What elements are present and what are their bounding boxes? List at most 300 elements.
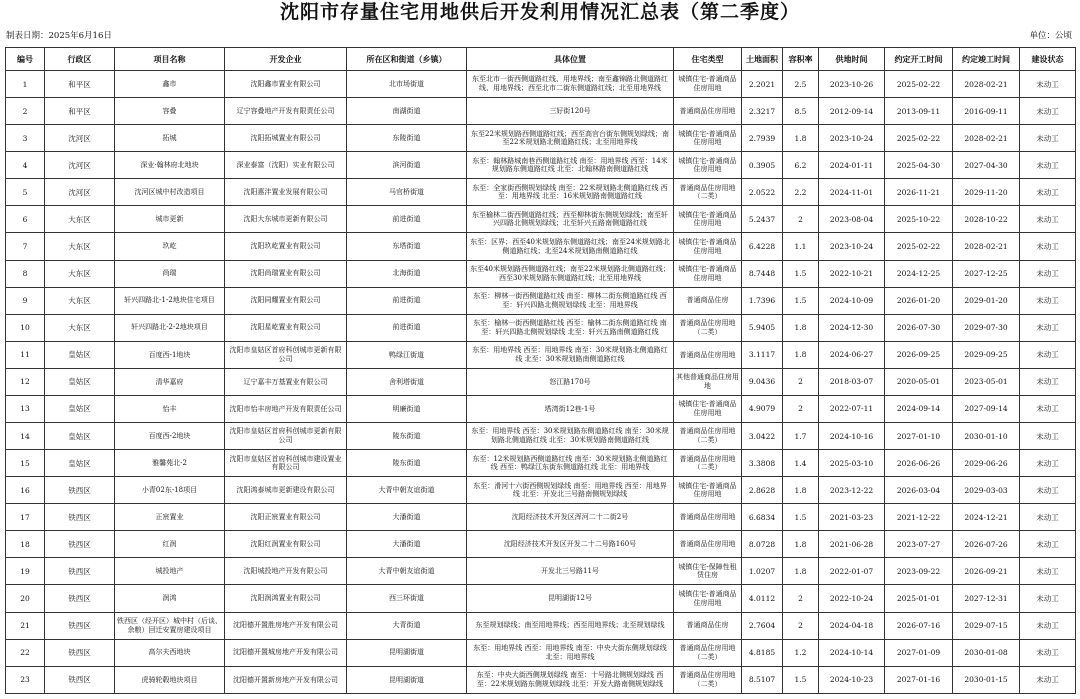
cell-far: 1.7 (783, 423, 819, 450)
cell-supply-date: 2024-12-30 (819, 314, 885, 341)
cell-no: 11 (6, 341, 45, 368)
cell-location: 东至：翰林路城南巷西侧道路红线 南至：用地界线 西至：14米规划路东侧道路红线 北至：北翰林路南侧道路红线 (467, 152, 674, 179)
cell-supply-date: 2012-09-14 (819, 98, 885, 125)
table-row (6, 314, 1076, 341)
cell-project-name: 清华嘉府 (115, 368, 225, 395)
cell-district: 铁西区 (45, 585, 115, 612)
cell-street: 北海街道 (347, 260, 467, 287)
cell-project-name: 城投地产 (115, 558, 225, 585)
cell-finish-date: 2029-09-25 (953, 341, 1020, 368)
cell-location: 东至：全家街西侧规划绿线 南至：22米规划路北侧道路红线 西至：用地界线 北至：16米规划路南侧道路红线 (467, 179, 674, 206)
cell-finish-date: 2029-06-26 (953, 450, 1020, 477)
cell-supply-date: 2023-10-26 (819, 71, 885, 98)
cell-far: 1.8 (783, 531, 819, 558)
cell-supply-date: 2024-10-16 (819, 423, 885, 450)
cell-housing-type: 普通商品住房用地 (674, 341, 742, 368)
cell-project-name: 玖屹 (115, 233, 225, 260)
cell-land-area: 4.0112 (742, 585, 783, 612)
cell-location: 东至规划绿线；南至用地界线；西至用地界线；北至规划绿线 (467, 612, 674, 639)
cell-supply-date: 2024-04-18 (819, 612, 885, 639)
header-row (6, 48, 1076, 71)
cell-district: 大东区 (45, 206, 115, 233)
col-header-developer: 开发企业 (225, 48, 347, 71)
cell-developer: 沈阳尚瑞置业有限公司 (225, 260, 347, 287)
cell-status: 未动工 (1020, 287, 1076, 314)
cell-project-name: 润鸿 (115, 585, 225, 612)
cell-developer: 沈阳德开置新房地产开发有限公司 (225, 666, 347, 693)
cell-project-name: 雅馨苑北-2 (115, 450, 225, 477)
cell-supply-date: 2022-10-24 (819, 585, 885, 612)
cell-far: 1.1 (783, 233, 819, 260)
cell-land-area: 9.0436 (742, 368, 783, 395)
cell-location: 东至北市一街西侧道路红线、用地界线；南至鑫锦路北侧道路红线、用地界线；西至北市二街东侧道路红线；北至用地界线 (467, 71, 674, 98)
cell-district: 铁西区 (45, 639, 115, 666)
cell-location: 东至：用地界线 西至：用地界线 南至：30米规划路北侧道路红线 北至：30米规划路南侧道路红线 (467, 341, 674, 368)
cell-district: 沈河区 (45, 152, 115, 179)
cell-street: 前进街道 (347, 206, 467, 233)
cell-housing-type: 城镇住宅-普通商品住房用地 (674, 71, 742, 98)
table-row (6, 152, 1076, 179)
cell-status: 未动工 (1020, 585, 1076, 612)
cell-housing-type: 城镇住宅-普通商品住房用地 (674, 206, 742, 233)
cell-far: 1.5 (783, 504, 819, 531)
cell-status: 未动工 (1020, 71, 1076, 98)
table-row (6, 206, 1076, 233)
cell-status: 未动工 (1020, 233, 1076, 260)
cell-start-date: 2026-03-04 (885, 477, 953, 504)
cell-housing-type: 普通商品住房 (674, 287, 742, 314)
cell-far: 1.5 (783, 260, 819, 287)
cell-street: 南湖街道 (347, 98, 467, 125)
cell-project-name: 轩兴四路北-2-2地块项目 (115, 314, 225, 341)
cell-district: 铁西区 (45, 666, 115, 693)
col-header-location: 具体位置 (467, 48, 674, 71)
cell-street: 舍利塔街道 (347, 368, 467, 395)
cell-no: 6 (6, 206, 45, 233)
cell-no: 14 (6, 423, 45, 450)
cell-land-area: 6.4228 (742, 233, 783, 260)
cell-start-date: 2027-01-16 (885, 666, 953, 693)
cell-status: 未动工 (1020, 423, 1076, 450)
table-row (6, 125, 1076, 152)
cell-land-area: 5.9405 (742, 314, 783, 341)
cell-supply-date: 2024-01-11 (819, 152, 885, 179)
table-row (6, 639, 1076, 666)
cell-status: 未动工 (1020, 395, 1076, 422)
cell-district: 皇姑区 (45, 395, 115, 422)
cell-location: 东至40米规划路西侧道路红线；南至22米规划路北侧道路红线；西至30米规划路东侧道路红线；北至用地界线 (467, 260, 674, 287)
cell-finish-date: 2029-03-03 (953, 477, 1020, 504)
cell-developer: 沈阳德开置城房地产开发有限公司 (225, 639, 347, 666)
cell-no: 17 (6, 504, 45, 531)
cell-no: 19 (6, 558, 45, 585)
cell-status: 未动工 (1020, 639, 1076, 666)
cell-housing-type: 普通商品住房用地（二类） (674, 423, 742, 450)
cell-district: 大东区 (45, 287, 115, 314)
col-header-far: 容积率 (783, 48, 819, 71)
col-header-no: 编号 (6, 48, 45, 71)
col-header-finish-date: 约定竣工时间 (953, 48, 1020, 71)
cell-street: 前进街道 (347, 287, 467, 314)
cell-far: 6.2 (783, 152, 819, 179)
cell-housing-type: 城镇住宅-普通商品住房用地 (674, 152, 742, 179)
cell-housing-type: 普通商品住房用地（二类） (674, 666, 742, 693)
cell-street: 西三环街道 (347, 585, 467, 612)
cell-land-area: 2.3217 (742, 98, 783, 125)
table-row (6, 423, 1076, 450)
cell-supply-date: 2023-10-24 (819, 233, 885, 260)
cell-status: 未动工 (1020, 612, 1076, 639)
cell-status: 未动工 (1020, 179, 1076, 206)
cell-start-date: 2026-07-16 (885, 612, 953, 639)
cell-status: 未动工 (1020, 152, 1076, 179)
cell-project-name: 轩兴四路北-1-2地块住宅项目 (115, 287, 225, 314)
cell-status: 未动工 (1020, 368, 1076, 395)
cell-project-name: 鑫市 (115, 71, 225, 98)
table-body (6, 71, 1076, 694)
cell-district: 皇姑区 (45, 450, 115, 477)
cell-location: 东至：滑河十六街西侧规划绿线 南至：用地界线 西至：用地界线 北至：开发北三号路南侧规划绿线 (467, 477, 674, 504)
cell-location: 东至榆林二街西侧道路红线；西至柳林街东侧规划绿线；南至轩兴四路北侧规划绿线；北至轩兴五路南侧道路红线 (467, 206, 674, 233)
col-header-start-date: 约定开工时间 (885, 48, 953, 71)
cell-street: 东塔街道 (347, 233, 467, 260)
cell-finish-date: 2027-04-30 (953, 152, 1020, 179)
cell-land-area: 4.9079 (742, 395, 783, 422)
cell-street: 前进街道 (347, 314, 467, 341)
cell-district: 沈河区 (45, 179, 115, 206)
col-header-land-area: 土地面积 (742, 48, 783, 71)
cell-finish-date: 2029-01-20 (953, 287, 1020, 314)
cell-project-name: 百度西-2地块 (115, 423, 225, 450)
table-row (6, 233, 1076, 260)
cell-start-date: 2026-06-26 (885, 450, 953, 477)
prepared-date: 制表日期：2025年6月16日 (6, 31, 112, 41)
cell-no: 1 (6, 71, 45, 98)
cell-location: 东至：榆林一街西侧道路红线 西至：榆林二街东侧道路红线 南至：轩兴四路北侧规划绿线 北至：轩兴五路南侧道路红线 (467, 314, 674, 341)
cell-developer: 沈阳城投地产开发有限公司 (225, 558, 347, 585)
table-row (6, 450, 1076, 477)
col-header-street: 所在区和街道（乡镇） (347, 48, 467, 71)
table-row (6, 531, 1076, 558)
col-header-supply-date: 供地时间 (819, 48, 885, 71)
cell-far: 8.5 (783, 98, 819, 125)
cell-housing-type: 城镇住宅-普通商品住房用地 (674, 233, 742, 260)
table-row (6, 666, 1076, 693)
cell-far: 2.5 (783, 71, 819, 98)
cell-start-date: 2023-09-22 (885, 558, 953, 585)
cell-location: 塔湾街12巷-1号 (467, 395, 674, 422)
cell-district: 沈河区 (45, 125, 115, 152)
cell-location: 怒江路170号 (467, 368, 674, 395)
cell-no: 21 (6, 612, 45, 639)
cell-developer: 沈阳大东城市更新有限公司 (225, 206, 347, 233)
cell-housing-type: 普通商品住房用地 (674, 531, 742, 558)
cell-status: 未动工 (1020, 558, 1076, 585)
cell-status: 未动工 (1020, 206, 1076, 233)
table-row (6, 287, 1076, 314)
cell-street: 大潘街道 (347, 504, 467, 531)
cell-start-date: 2025-10-22 (885, 206, 953, 233)
cell-finish-date: 2028-10-22 (953, 206, 1020, 233)
cell-district: 大东区 (45, 314, 115, 341)
cell-finish-date: 2016-09-11 (953, 98, 1020, 125)
cell-project-name: 虎骑轮毂地块项目 (115, 666, 225, 693)
cell-housing-type: 普通商品住房用地（二类） (674, 450, 742, 477)
cell-housing-type: 其他普通商品住房用地 (674, 368, 742, 395)
cell-supply-date: 2025-03-10 (819, 450, 885, 477)
table-row (6, 260, 1076, 287)
cell-no: 18 (6, 531, 45, 558)
cell-land-area: 5.2437 (742, 206, 783, 233)
cell-start-date: 2025-04-30 (885, 152, 953, 179)
cell-finish-date: 2026-07-26 (953, 531, 1020, 558)
cell-district: 大东区 (45, 233, 115, 260)
cell-project-name: 小青02东-18项目 (115, 477, 225, 504)
cell-location: 东至：区界；西至40米规划路东侧道路红线；南至24米规划路北侧道路红线；北至24米规划路南侧道路红线 (467, 233, 674, 260)
cell-start-date: 2026-01-20 (885, 287, 953, 314)
cell-finish-date: 2028-02-21 (953, 233, 1020, 260)
cell-no: 3 (6, 125, 45, 152)
cell-street: 大青中朝友谊街道 (347, 558, 467, 585)
cell-district: 铁西区 (45, 531, 115, 558)
cell-district: 铁西区 (45, 558, 115, 585)
cell-land-area: 8.5107 (742, 666, 783, 693)
cell-supply-date: 2024-10-14 (819, 639, 885, 666)
cell-land-area: 3.0422 (742, 423, 783, 450)
cell-district: 铁西区 (45, 504, 115, 531)
cell-project-name: 百度西-1地块 (115, 341, 225, 368)
cell-district: 皇姑区 (45, 423, 115, 450)
table-row (6, 71, 1076, 98)
cell-no: 9 (6, 287, 45, 314)
cell-location: 东至：用地界线 西至：用地界线 南至：中央大街东侧规划绿线 北至：用地界线 (467, 639, 674, 666)
cell-start-date: 2027-01-09 (885, 639, 953, 666)
cell-developer: 沈阳市皇姑区首府科创城市更新有限公司 (225, 341, 347, 368)
cell-location: 沈阳经济技术开发区开发二十二号路160号 (467, 531, 674, 558)
cell-land-area: 3.1117 (742, 341, 783, 368)
table-row (6, 368, 1076, 395)
cell-no: 4 (6, 152, 45, 179)
cell-start-date: 2025-02-22 (885, 233, 953, 260)
cell-far: 1.8 (783, 558, 819, 585)
cell-developer: 沈阳德开置胜房地产开发有限公司 (225, 612, 347, 639)
cell-finish-date: 2030-01-10 (953, 423, 1020, 450)
cell-developer: 沈阳市皇姑区首府科创城市更新有限公司 (225, 423, 347, 450)
table-row (6, 504, 1076, 531)
cell-street: 陵东街道 (347, 450, 467, 477)
cell-no: 16 (6, 477, 45, 504)
cell-project-name: 尚瑞 (115, 260, 225, 287)
cell-developer: 深业泰富（沈阳）实业有限公司 (225, 152, 347, 179)
cell-finish-date: 2028-02-21 (953, 71, 1020, 98)
cell-street: 东陵街道 (347, 125, 467, 152)
cell-start-date: 2021-12-22 (885, 504, 953, 531)
cell-street: 北市场街道 (347, 71, 467, 98)
cell-street: 大青中朝友谊街道 (347, 477, 467, 504)
cell-far: 2 (783, 585, 819, 612)
cell-finish-date: 2023-05-01 (953, 368, 1020, 395)
cell-district: 皇姑区 (45, 368, 115, 395)
cell-developer: 沈阳鸿泰城市更新建设有限公司 (225, 477, 347, 504)
cell-supply-date: 2023-10-24 (819, 125, 885, 152)
cell-street: 昆明湖街道 (347, 666, 467, 693)
cell-project-name: 城市更新 (115, 206, 225, 233)
cell-project-name: 红润 (115, 531, 225, 558)
cell-far: 1.8 (783, 314, 819, 341)
cell-district: 和平区 (45, 71, 115, 98)
cell-land-area: 6.6834 (742, 504, 783, 531)
col-header-project-name: 项目名称 (115, 48, 225, 71)
cell-supply-date: 2022-01-07 (819, 558, 885, 585)
cell-finish-date: 2029-07-15 (953, 612, 1020, 639)
cell-project-name: 沈河区城中村改造项目 (115, 179, 225, 206)
table-row (6, 341, 1076, 368)
cell-district: 皇姑区 (45, 341, 115, 368)
table-row (6, 477, 1076, 504)
table-row (6, 179, 1076, 206)
cell-finish-date: 2030-01-15 (953, 666, 1020, 693)
cell-project-name: 拓城 (115, 125, 225, 152)
cell-status: 未动工 (1020, 477, 1076, 504)
table-row (6, 98, 1076, 125)
cell-location: 开发北三号路11号 (467, 558, 674, 585)
cell-district: 大东区 (45, 260, 115, 287)
cell-street: 昆明湖街道 (347, 639, 467, 666)
cell-supply-date: 2024-11-01 (819, 179, 885, 206)
cell-developer: 沈阳市怡丰房地产开发有限责任公司 (225, 395, 347, 422)
cell-developer: 沈阳正宸置业有限公司 (225, 504, 347, 531)
cell-no: 20 (6, 585, 45, 612)
cell-no: 23 (6, 666, 45, 693)
cell-no: 8 (6, 260, 45, 287)
cell-land-area: 3.3808 (742, 450, 783, 477)
cell-project-name: 正宸置业 (115, 504, 225, 531)
cell-no: 22 (6, 639, 45, 666)
cell-no: 12 (6, 368, 45, 395)
cell-no: 10 (6, 314, 45, 341)
cell-developer: 沈阳拓城置业有限公司 (225, 125, 347, 152)
cell-status: 未动工 (1020, 666, 1076, 693)
cell-housing-type: 城镇住宅-普通商品住房用地 (674, 477, 742, 504)
cell-far: 2 (783, 368, 819, 395)
cell-far: 2 (783, 612, 819, 639)
cell-project-name: 铁西区（经开区）城中村（后谈、余粮）回迁安置房建设项目 (115, 612, 225, 639)
cell-far: 1.4 (783, 450, 819, 477)
cell-location: 昆明湖街12号 (467, 585, 674, 612)
cell-project-name: 高尔夫西地块 (115, 639, 225, 666)
cell-developer: 沈阳润鸿置业有限公司 (225, 585, 347, 612)
cell-finish-date: 2030-01-08 (953, 639, 1020, 666)
col-header-status: 建设状态 (1020, 48, 1076, 71)
cell-supply-date: 2023-08-04 (819, 206, 885, 233)
cell-housing-type: 普通商品住房用地 (674, 98, 742, 125)
cell-developer: 辽宁嘉丰万基置业有限公司 (225, 368, 347, 395)
cell-location: 东至22米规划路西侧道路红线；西至高官台街东侧规划绿线；南至22米规划路北侧道路红线；北至用地界线 (467, 125, 674, 152)
cell-location: 东至：中央大街西侧规划绿线 南至：十号路北侧规划绿线 西至：22米规划路东侧规划绿线 北至：开发大路南侧规划绿线 (467, 666, 674, 693)
cell-land-area: 1.7396 (742, 287, 783, 314)
cell-street: 鸭绿江街道 (347, 341, 467, 368)
cell-housing-type: 城镇住宅-普通商品住房用地 (674, 585, 742, 612)
cell-start-date: 2025-01-01 (885, 585, 953, 612)
cell-housing-type: 城镇住宅-普通商品住房用地 (674, 395, 742, 422)
cell-status: 未动工 (1020, 125, 1076, 152)
cell-street: 大青街道 (347, 612, 467, 639)
cell-status: 未动工 (1020, 450, 1076, 477)
cell-far: 1.8 (783, 341, 819, 368)
cell-no: 15 (6, 450, 45, 477)
cell-location: 东至：柳林一街西侧道路红线 南至：柳林二街东侧道路红线 西至：轩兴四路北侧规划绿线 北至：用地界线 (467, 287, 674, 314)
cell-start-date: 2025-02-22 (885, 125, 953, 152)
cell-far: 2 (783, 395, 819, 422)
cell-supply-date: 2023-12-22 (819, 477, 885, 504)
cell-location: 东至：12米规划路西侧道路红线 南至：30米规划路北侧道路红线 西至：鸭绿江东街东侧道路红线 北至：用地界线 (467, 450, 674, 477)
cell-far: 1.5 (783, 287, 819, 314)
cell-developer: 沈阳惠沣置业发展有限公司 (225, 179, 347, 206)
cell-start-date: 2026-09-25 (885, 341, 953, 368)
cell-no: 2 (6, 98, 45, 125)
cell-project-name: 深业·翰林府北地块 (115, 152, 225, 179)
cell-supply-date: 2021-06-28 (819, 531, 885, 558)
cell-housing-type: 普通商品住房用地（二类） (674, 314, 742, 341)
cell-district: 铁西区 (45, 612, 115, 639)
cell-district: 铁西区 (45, 477, 115, 504)
cell-land-area: 2.2021 (742, 71, 783, 98)
cell-land-area: 1.0207 (742, 558, 783, 585)
cell-supply-date: 2022-07-11 (819, 395, 885, 422)
cell-developer: 辽宁容叠地产开发有限责任公司 (225, 98, 347, 125)
table-row (6, 558, 1076, 585)
cell-start-date: 2024-12-25 (885, 260, 953, 287)
cell-supply-date: 2024-10-09 (819, 287, 885, 314)
col-header-district: 行政区 (45, 48, 115, 71)
cell-status: 未动工 (1020, 260, 1076, 287)
cell-housing-type: 城镇住宅-保障性租赁住房 (674, 558, 742, 585)
cell-start-date: 2013-09-11 (885, 98, 953, 125)
cell-start-date: 2026-07-30 (885, 314, 953, 341)
cell-land-area: 4.8185 (742, 639, 783, 666)
cell-finish-date: 2026-09-21 (953, 558, 1020, 585)
cell-finish-date: 2027-09-14 (953, 395, 1020, 422)
cell-housing-type: 城镇住宅-普通商品住房用地 (674, 260, 742, 287)
cell-location: 三好街120号 (467, 98, 674, 125)
cell-status: 未动工 (1020, 531, 1076, 558)
cell-finish-date: 2027-12-31 (953, 585, 1020, 612)
cell-status: 未动工 (1020, 314, 1076, 341)
cell-street: 滨河街道 (347, 152, 467, 179)
cell-supply-date: 2021-03-23 (819, 504, 885, 531)
cell-developer: 沈阳玖屹置业有限公司 (225, 233, 347, 260)
cell-housing-type: 普通商品住房 (674, 612, 742, 639)
cell-finish-date: 2029-11-20 (953, 179, 1020, 206)
cell-street: 陵东街道 (347, 423, 467, 450)
cell-start-date: 2025-02-22 (885, 71, 953, 98)
cell-land-area: 2.0522 (742, 179, 783, 206)
unit-label: 单位：公顷 (1029, 31, 1072, 41)
cell-developer: 沈阳红润置业有限公司 (225, 531, 347, 558)
cell-far: 1.8 (783, 125, 819, 152)
cell-developer: 沈阳同耀置业有限公司 (225, 287, 347, 314)
cell-location: 东至：用地界线 西至：30米规划路东侧道路红线 南至：30米规划路北侧道路红线 北至：30米规划路南侧道路红线 (467, 423, 674, 450)
cell-developer: 沈阳市皇姑区首府科创城市建设置业有限公司 (225, 450, 347, 477)
cell-land-area: 2.7604 (742, 612, 783, 639)
page-title: 沈阳市存量住宅用地供后开发利用情况汇总表（第二季度） (279, 1, 800, 23)
cell-status: 未动工 (1020, 341, 1076, 368)
cell-housing-type: 城镇住宅-普通商品住房用地 (674, 125, 742, 152)
cell-start-date: 2020-05-01 (885, 368, 953, 395)
table-row (6, 612, 1076, 639)
cell-far: 1.5 (783, 666, 819, 693)
cell-finish-date: 2028-02-21 (953, 125, 1020, 152)
